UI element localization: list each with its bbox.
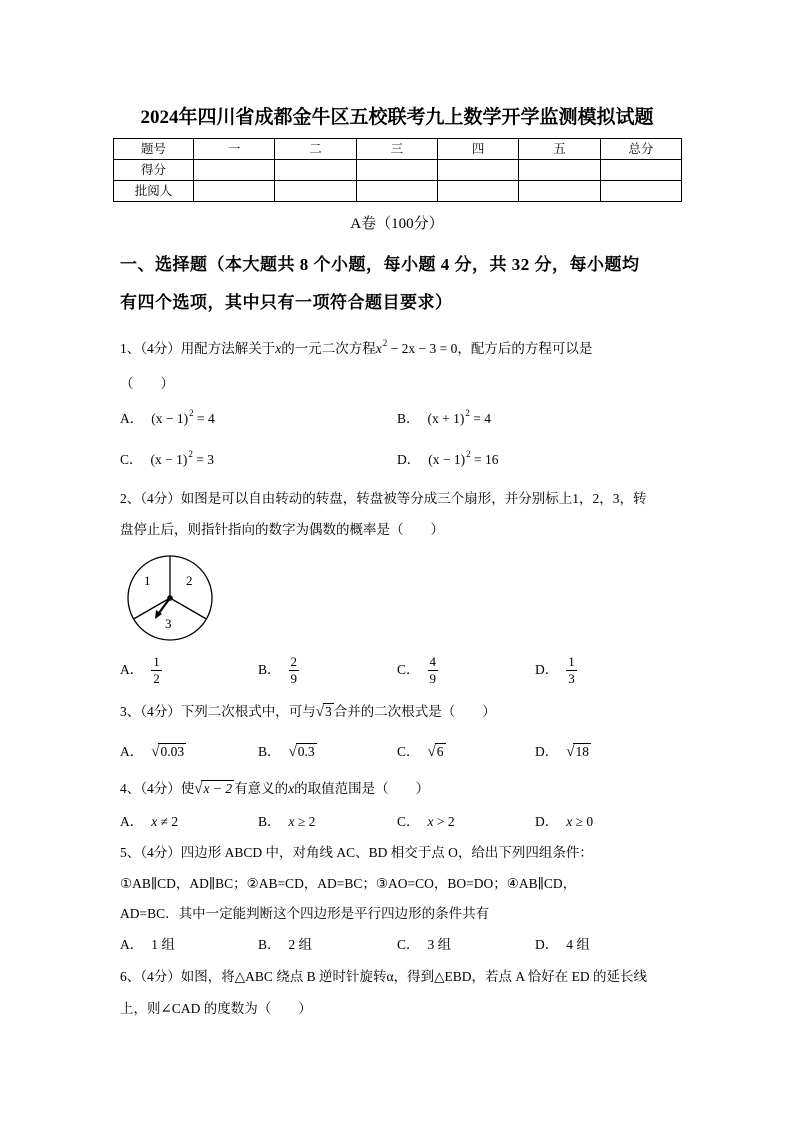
- score-header-cell: 一: [194, 139, 275, 160]
- spinner-diagram: [120, 548, 220, 648]
- option-fraction: [566, 654, 577, 687]
- score-table: [113, 138, 682, 202]
- q2-option-d[interactable]: [535, 652, 577, 688]
- q5-option-c[interactable]: [397, 936, 451, 954]
- option-relation: ≥ 0: [572, 814, 594, 829]
- question-2-stem-line1: 2、（4分）如图是可以自由转动的转盘，转盘被等分成三个扇形，并分别标上1，2，3，转: [120, 491, 647, 506]
- fraction-denominator: 2: [153, 670, 160, 686]
- q3-prefix: 3、（4分）下列二次根式中，可与: [120, 704, 316, 719]
- score-table-row: [114, 160, 682, 181]
- option-label: C．: [120, 452, 143, 467]
- sqrt-sign: √: [151, 744, 160, 760]
- score-cell: [600, 181, 681, 202]
- option-label: B．: [397, 411, 420, 426]
- score-header-cell: 三: [356, 139, 437, 160]
- option-label: A．: [120, 662, 144, 677]
- option-fraction: [289, 654, 300, 687]
- option-label: C．: [397, 662, 420, 677]
- option-variable: x: [427, 814, 434, 829]
- option-radical: [428, 743, 446, 761]
- option-relation: ≠ 2: [157, 814, 179, 829]
- q5-option-b[interactable]: [258, 936, 312, 954]
- score-header-cell: 题号: [114, 139, 194, 160]
- q5-option-d[interactable]: [535, 936, 590, 954]
- spinner-label-3: 3: [165, 616, 172, 631]
- radicand: x − 2: [203, 781, 233, 796]
- sqrt-sign: √: [288, 744, 297, 760]
- question-4-stem: [120, 780, 429, 798]
- option-relation: ≥ 2: [294, 814, 316, 829]
- question-3-stem: [120, 703, 496, 721]
- section-heading-line2: 有四个选项，其中只有一项符合题目要求）: [120, 293, 453, 312]
- sqrt-sign: √: [194, 781, 203, 797]
- option-exponent: 2: [189, 408, 194, 418]
- option-label: C．: [397, 814, 420, 829]
- q3-option-b[interactable]: [258, 743, 317, 761]
- score-cell: [519, 181, 600, 202]
- radicand: 6: [436, 744, 444, 759]
- q3-radical: [316, 703, 334, 721]
- q1-equation-base: x: [375, 341, 382, 356]
- q1-option-b[interactable]: [397, 410, 491, 429]
- q2-option-c[interactable]: [397, 652, 438, 688]
- option-variable: x: [151, 814, 158, 829]
- option-text: 1 组: [151, 937, 175, 952]
- question-5-stem-line1: 5、（4分）四边形 ABCD 中，对角线 AC、BD 相交于点 O，给出下列四组条件：: [120, 845, 593, 860]
- score-table-header-row: [114, 139, 682, 160]
- q4-radical: [194, 780, 234, 798]
- page-title: 2024年四川省成都金牛区五校联考九上数学开学监测模拟试题: [140, 107, 654, 128]
- option-label: C．: [397, 937, 420, 952]
- option-label: D．: [535, 662, 559, 677]
- score-cell: [275, 181, 356, 202]
- score-row-label: 得分: [114, 160, 194, 181]
- q3-option-c[interactable]: [397, 743, 446, 761]
- option-base: (x − 1): [151, 411, 189, 426]
- option-text: 2 组: [288, 937, 313, 952]
- radicand: 0.03: [160, 744, 185, 759]
- q3-option-a[interactable]: [120, 743, 186, 761]
- question-5-stem-line2: ①AB∥CD，AD∥BC；②AB=CD，AD=BC；③AO=CO，BO=DO；④AB∥CD，: [120, 876, 577, 891]
- q3-suffix: 合并的二次根式是（ ）: [333, 704, 496, 719]
- option-label: B．: [258, 937, 281, 952]
- fraction-numerator: 4: [429, 653, 437, 669]
- q1-equation-rest: − 2x − 3 = 0: [387, 341, 458, 356]
- option-label: A．: [120, 744, 144, 759]
- option-rest: = 16: [470, 452, 499, 467]
- option-label: A．: [120, 937, 144, 952]
- option-label: D．: [535, 814, 559, 829]
- q1-equation-exponent: 2: [382, 338, 388, 348]
- score-table-row: [114, 181, 682, 202]
- q1-option-a[interactable]: [120, 410, 215, 429]
- q4-option-c[interactable]: [397, 813, 455, 831]
- spinner-divider: [170, 598, 206, 619]
- q1-option-c[interactable]: [120, 451, 214, 470]
- option-label: B．: [258, 662, 281, 677]
- option-variable: x: [288, 814, 295, 829]
- fraction-numerator: 2: [290, 653, 298, 669]
- option-relation: > 2: [433, 814, 455, 829]
- option-label: C．: [397, 744, 420, 759]
- score-cell: [356, 160, 437, 181]
- score-cell: [437, 181, 518, 202]
- option-base: (x + 1): [427, 411, 465, 426]
- q2-option-a[interactable]: [120, 652, 162, 688]
- question-6-stem-line1: 6、（4分）如图，将△ABC 绕点 B 逆时针旋转α，得到△EBD，若点 A 恰好在 ED 的延长线: [120, 969, 647, 984]
- score-header-cell: 二: [275, 139, 356, 160]
- fraction-denominator: 3: [568, 670, 575, 686]
- fraction-numerator: 1: [568, 653, 575, 669]
- option-exponent: 2: [465, 408, 470, 418]
- fraction-denominator: 9: [290, 670, 298, 686]
- option-variable: x: [566, 814, 573, 829]
- volume-label: A卷（100分）: [350, 216, 444, 232]
- option-base: (x − 1): [428, 452, 466, 467]
- q5-option-a[interactable]: [120, 936, 175, 954]
- score-cell: [519, 160, 600, 181]
- option-rest: = 3: [192, 452, 214, 467]
- score-header-cell: 总分: [600, 139, 681, 160]
- q4-option-d[interactable]: [535, 813, 593, 831]
- q1-option-d[interactable]: [397, 451, 498, 470]
- option-label: A．: [120, 814, 144, 829]
- option-radical: [151, 743, 186, 761]
- q4-option-a[interactable]: [120, 813, 178, 831]
- option-exponent: 2: [188, 449, 193, 459]
- option-label: D．: [397, 452, 421, 467]
- sqrt-sign: √: [315, 704, 324, 720]
- option-radical: [289, 743, 317, 761]
- sqrt-sign: √: [566, 744, 575, 760]
- q4-suffix: 的取值范围是（ ）: [294, 781, 430, 796]
- section-heading-line1: 一、选择题（本大题共 8 个小题，每小题 4 分，共 32 分，每小题均: [120, 255, 640, 274]
- spinner-center-dot: [167, 595, 173, 601]
- q4-prefix: 4、（4分）使: [120, 781, 195, 796]
- q4-option-b[interactable]: [258, 813, 315, 831]
- question-1-stem: [120, 340, 592, 359]
- q1-answer-blank: （ ）: [120, 376, 174, 391]
- question-2-stem-line2: 盘停止后，则指针指向的数字为偶数的概率是（ ）: [120, 522, 444, 537]
- spinner-label-1: 1: [144, 573, 151, 588]
- option-label: B．: [258, 814, 281, 829]
- q1-mid: 的一元二次方程: [281, 341, 376, 356]
- option-radical: [566, 743, 591, 761]
- score-cell: [275, 160, 356, 181]
- q3-option-d[interactable]: [535, 743, 591, 761]
- score-cell: [194, 160, 275, 181]
- q4-variable: x: [288, 781, 295, 796]
- sqrt-sign: √: [427, 744, 436, 760]
- q4-mid: 有意义的: [234, 781, 289, 796]
- spinner-label-2: 2: [186, 573, 193, 588]
- score-cell: [437, 160, 518, 181]
- score-header-cell: 五: [519, 139, 600, 160]
- fraction-numerator: 1: [153, 653, 160, 669]
- score-cell: [600, 160, 681, 181]
- option-rest: = 4: [469, 411, 491, 426]
- q2-option-b[interactable]: [258, 652, 299, 688]
- radicand: 18: [575, 744, 589, 759]
- radicand: 0.3: [297, 744, 315, 759]
- radicand: 3: [324, 704, 332, 719]
- question-5-stem-line3: AD=BC．其中一定能判断这个四边形是平行四边形的条件共有: [120, 906, 490, 921]
- option-fraction: [428, 654, 439, 687]
- option-base: (x − 1): [150, 452, 188, 467]
- q1-variable: x: [275, 341, 282, 356]
- option-label: B．: [258, 744, 281, 759]
- score-header-cell: 四: [437, 139, 518, 160]
- option-label: D．: [535, 937, 559, 952]
- option-label: A．: [120, 411, 144, 426]
- option-fraction: [151, 654, 162, 687]
- score-cell: [194, 181, 275, 202]
- question-6-stem-line2: 上，则∠CAD 的度数为（ ）: [120, 1001, 312, 1016]
- q1-prefix: 1、（4分）用配方法解关于: [120, 341, 276, 356]
- score-cell: [356, 181, 437, 202]
- option-rest: = 4: [193, 411, 215, 426]
- option-label: D．: [535, 744, 559, 759]
- score-row-label: 批阅人: [114, 181, 194, 202]
- q1-suffix: ，配方后的方程可以是: [457, 341, 593, 356]
- option-text: 3 组: [427, 937, 452, 952]
- fraction-denominator: 9: [429, 670, 437, 686]
- option-text: 4 组: [566, 937, 590, 952]
- option-exponent: 2: [466, 449, 471, 459]
